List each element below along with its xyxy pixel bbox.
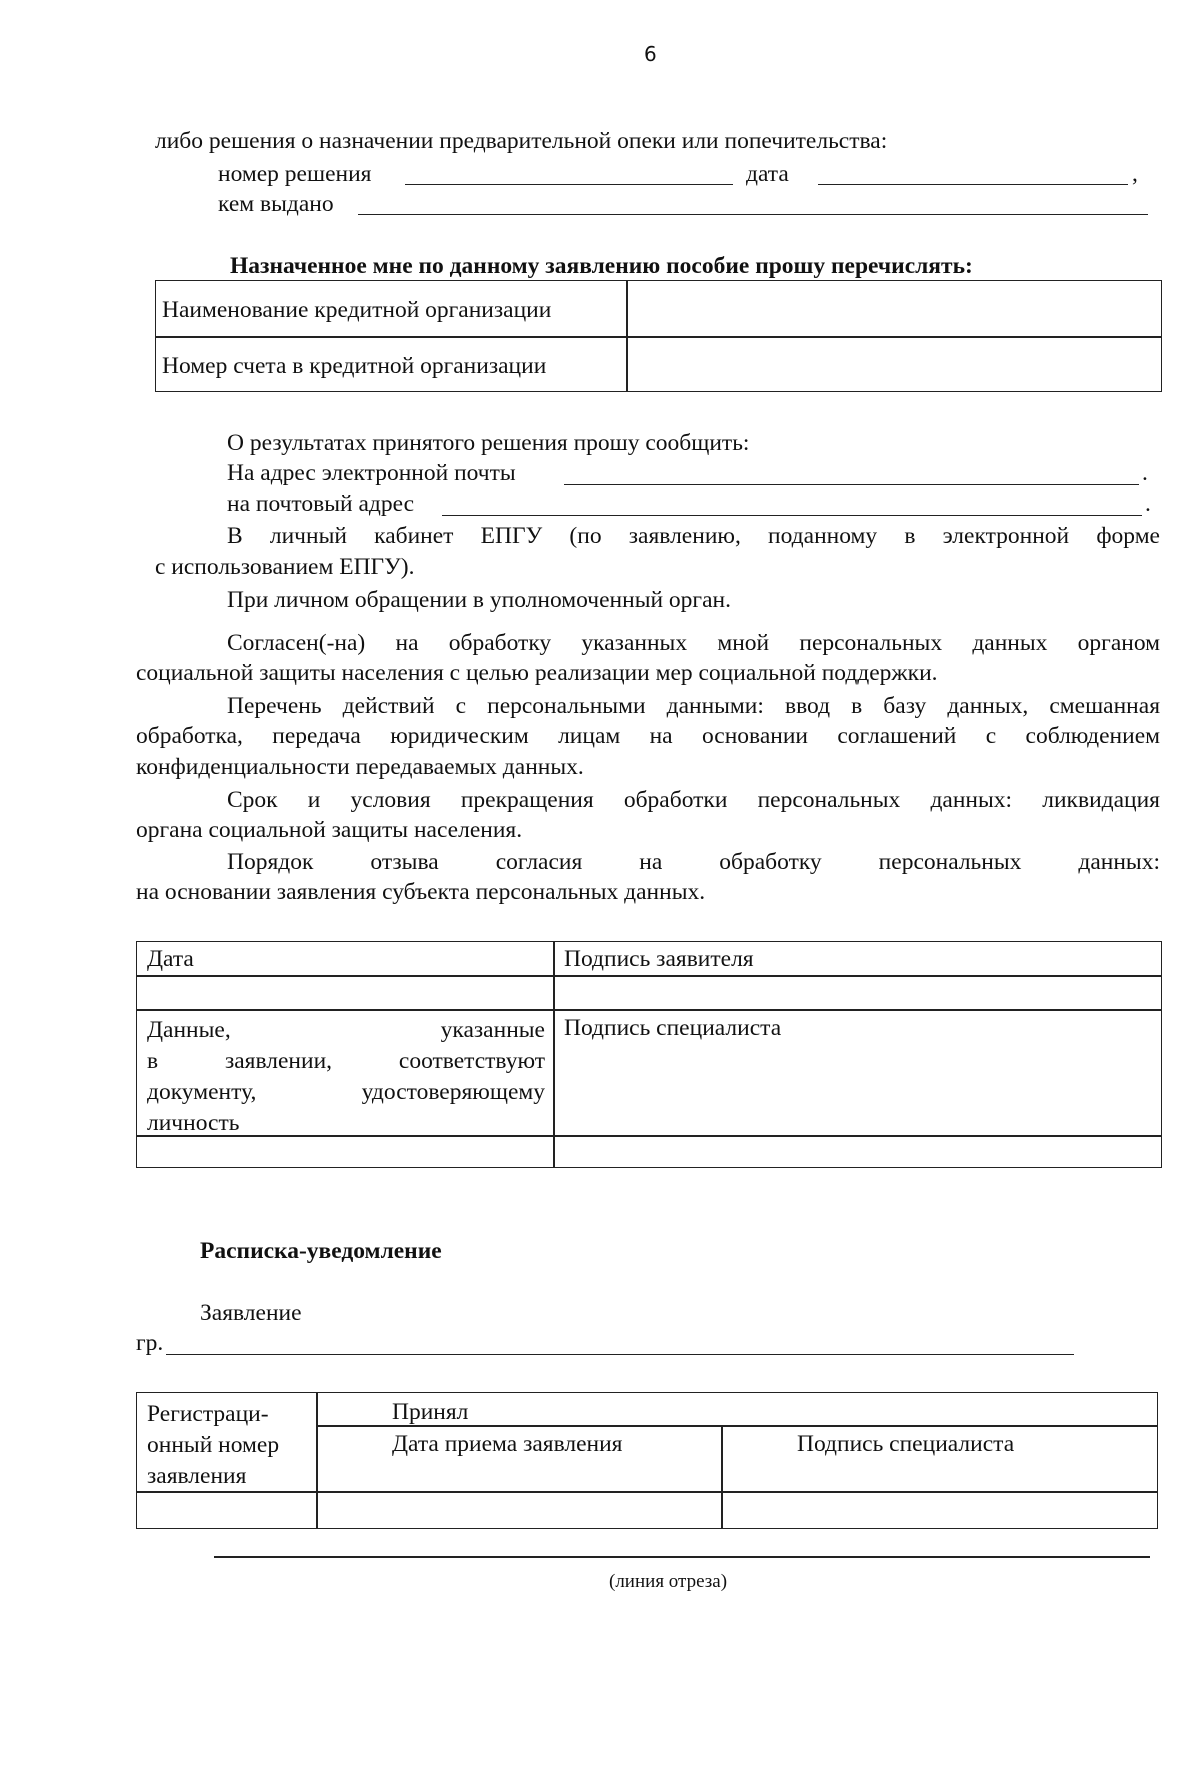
email-field[interactable] xyxy=(564,484,1139,485)
notify-heading: О результатах принятого решения прошу сообщить: xyxy=(227,430,750,456)
page-number: 6 xyxy=(644,42,657,66)
acceptance-date-header: Дата приема заявления xyxy=(392,1431,623,1457)
account-number-field[interactable] xyxy=(628,338,1161,391)
decision-date-field[interactable] xyxy=(818,184,1128,185)
consent-p4-l1: Порядок отзыва согласия на обработку персональных данных: xyxy=(227,849,1160,875)
consent-p2-l3: конфиденциальности передаваемых данных. xyxy=(136,754,584,780)
applicant-signature-field[interactable] xyxy=(555,977,1161,1009)
credit-org-name-label: Наименование кредитной организации xyxy=(162,297,552,323)
data-verified-line: Данные, указанные xyxy=(147,1017,545,1043)
receipt-specialist-signature-field[interactable] xyxy=(723,1493,1157,1528)
period: . xyxy=(1142,460,1148,486)
data-verified-line: в заявлении, соответствуют xyxy=(147,1048,545,1074)
receipt-table xyxy=(136,1392,1158,1529)
reg-number-line: заявления xyxy=(147,1463,247,1489)
decision-date-label: дата xyxy=(746,161,789,187)
epgu-line-1 xyxy=(227,525,1160,549)
applicant-signature-label: Подпись заявителя xyxy=(564,946,754,972)
acceptance-date-field[interactable] xyxy=(318,1493,720,1528)
email-label: На адрес электронной почты xyxy=(227,460,516,486)
citizen-label: гр. xyxy=(136,1330,164,1356)
in-person-option: При личном обращении в уполномоченный орган. xyxy=(227,587,731,613)
reg-number-line: онный номер xyxy=(147,1432,280,1458)
consent-p2-l1: Перечень действий с персональными данными: ввод в базу данных, смешанная xyxy=(227,693,1160,719)
issued-by-field[interactable] xyxy=(358,214,1148,215)
receipt-title: Расписка-уведомление xyxy=(200,1238,442,1264)
data-verified-line: личность xyxy=(147,1110,240,1136)
consent-p3-l2: органа социальной защиты населения. xyxy=(136,817,523,843)
receipt-specialist-signature-header: Подпись специалиста xyxy=(797,1431,1015,1457)
statement-label: Заявление xyxy=(200,1300,302,1326)
cut-line-label: (линия отреза) xyxy=(609,1571,728,1592)
period: . xyxy=(1145,491,1151,517)
consent-p1-l2: социальной защиты населения с целью реализации мер социальной поддержки. xyxy=(136,660,938,686)
decision-number-label: номер решения xyxy=(218,161,372,187)
cut-line xyxy=(214,1556,1150,1558)
reg-number-field[interactable] xyxy=(137,1493,315,1528)
postal-label: на почтовый адрес xyxy=(227,491,415,517)
comma: , xyxy=(1132,161,1138,187)
consent-p2-l2: обработка, передача юридическим лицам на основании соглашений с соблюдением xyxy=(136,723,1160,749)
postal-field[interactable] xyxy=(442,515,1142,516)
consent-p4-l2: на основании заявления субъекта персональных данных. xyxy=(136,879,706,905)
reg-number-header xyxy=(147,1399,279,1492)
issued-by-label: кем выдано xyxy=(218,191,334,217)
data-verified-text xyxy=(147,1015,545,1139)
payment-table xyxy=(155,280,1162,392)
specialist-extra-field[interactable] xyxy=(555,1137,1161,1167)
data-verified-line: документу, удостоверяющему xyxy=(147,1079,545,1105)
verified-extra-field[interactable] xyxy=(137,1137,552,1167)
date-field[interactable] xyxy=(137,977,552,1009)
consent-p3-l1: Срок и условия прекращения обработки персональных данных: ликвидация xyxy=(227,787,1160,813)
consent-p1-l1: Согласен(-на) на обработку указанных мной персональных данных органом xyxy=(227,630,1160,656)
accepted-header: Принял xyxy=(392,1399,469,1425)
decision-number-field[interactable] xyxy=(405,184,733,185)
credit-org-name-field[interactable] xyxy=(628,281,1161,336)
epgu-line-2: с использованием ЕПГУ). xyxy=(155,554,415,580)
guardianship-intro: либо решения о назначении предварительной опеки или попечительства: xyxy=(155,128,888,154)
specialist-signature-label: Подпись специалиста xyxy=(564,1015,782,1041)
reg-number-line: Регистраци- xyxy=(147,1401,269,1427)
payment-heading: Назначенное мне по данному заявлению пособие прошу перечислять: xyxy=(230,253,973,279)
epgu-text: В личный кабинет ЕПГУ (по заявлению, поданному в электронной форме xyxy=(227,523,1160,549)
signature-table xyxy=(136,941,1162,1168)
citizen-field[interactable] xyxy=(166,1354,1074,1355)
account-number-label: Номер счета в кредитной организации xyxy=(162,353,547,379)
date-label: Дата xyxy=(147,946,194,972)
